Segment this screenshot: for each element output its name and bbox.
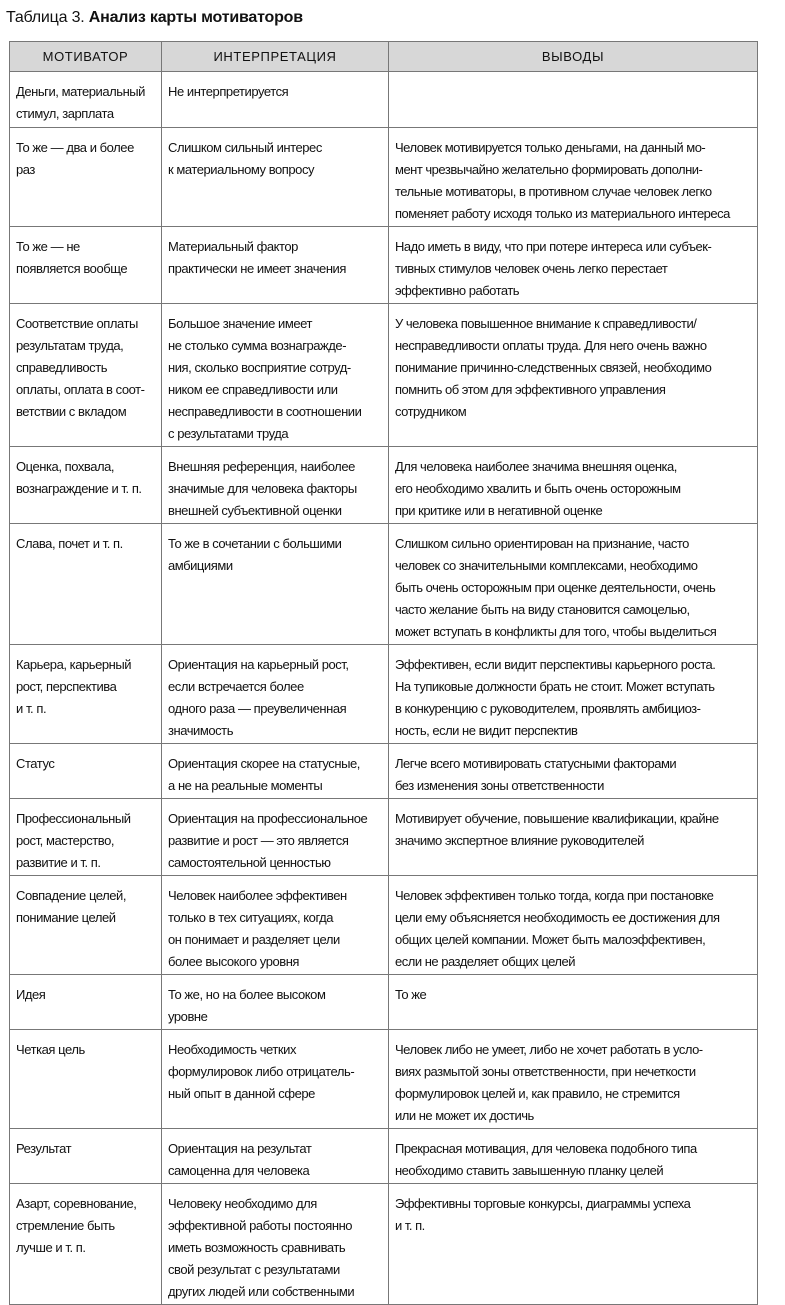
cell-conclusion: Человек эффективен только тогда, когда при постановке цели ему объясняется необходимость ее достижения для общих целей компании. Может быть малоэффективен, если не разделяет общих целей: [389, 876, 758, 975]
cell-motivator: То же — не появляется вообще: [10, 227, 162, 304]
table-row: [10, 1129, 758, 1184]
cell-interpretation: Ориентация на результат самоценна для человека: [162, 1129, 389, 1184]
header-interpretation: ИНТЕРПРЕТАЦИЯ: [162, 42, 389, 72]
table-row: [10, 447, 758, 524]
cell-conclusion: Человек либо не умеет, либо не хочет работать в усло- виях размытой зоны ответственности, при нечеткости формулировок целей и, как правило, не стремится или не может их достичь: [389, 1030, 758, 1129]
cell-interpretation: Не интерпретируется: [162, 72, 389, 128]
cell-conclusion: Мотивирует обучение, повышение квалификации, крайне значимо экспертное влияние руководителей: [389, 799, 758, 876]
cell-conclusion: Человек мотивируется только деньгами, на данный мо- мент чрезвычайно желательно формировать дополни- тельные мотиваторы, в противном случае человек легко поменяет работу исходя только из материального интереса: [389, 128, 758, 227]
table-row: [10, 876, 758, 975]
cell-conclusion: У человека повышенное внимание к справедливости/ несправедливости оплаты труда. Для него очень важно понимание причинно-следственных связей, необходимо помнить об этом для эффективного управления сотрудником: [389, 304, 758, 447]
cell-motivator: Соответствие оплаты результатам труда, справедливость оплаты, оплата в соот- ветствии с вкладом: [10, 304, 162, 447]
table-row: [10, 645, 758, 744]
header-motivator: МОТИВАТОР: [10, 42, 162, 72]
cell-motivator: Результат: [10, 1129, 162, 1184]
table-row: [10, 975, 758, 1030]
cell-interpretation: Человеку необходимо для эффективной работы постоянно иметь возможность сравнивать свой результат с результатами других людей или собственными: [162, 1184, 389, 1305]
cell-interpretation: То же, но на более высоком уровне: [162, 975, 389, 1030]
table-row: [10, 1184, 758, 1305]
cell-motivator: Четкая цель: [10, 1030, 162, 1129]
cell-motivator: Статус: [10, 744, 162, 799]
table-row: [10, 744, 758, 799]
cell-interpretation: Человек наиболее эффективен только в тех ситуациях, когда он понимает и разделяет цели более высокого уровня: [162, 876, 389, 975]
cell-interpretation: Слишком сильный интерес к материальному вопросу: [162, 128, 389, 227]
table-row: [10, 72, 758, 128]
cell-conclusion: Прекрасная мотивация, для человека подобного типа необходимо ставить завышенную планку целей: [389, 1129, 758, 1184]
table-row: [10, 524, 758, 645]
cell-conclusion: Слишком сильно ориентирован на признание, часто человек со значительными комплексами, необходимо быть очень осторожным при оценке деятельности, очень часто желание быть на виду становится самоцелью, может вступать в конфликты для того, чтобы выделиться: [389, 524, 758, 645]
cell-interpretation: Материальный фактор практически не имеет значения: [162, 227, 389, 304]
table-row: [10, 128, 758, 227]
cell-motivator: Совпадение целей, понимание целей: [10, 876, 162, 975]
cell-conclusion: То же: [389, 975, 758, 1030]
cell-interpretation: Необходимость четких формулировок либо отрицатель- ный опыт в данной сфере: [162, 1030, 389, 1129]
cell-motivator: Карьера, карьерный рост, перспектива и т. п.: [10, 645, 162, 744]
cell-motivator: Деньги, материальный стимул, зарплата: [10, 72, 162, 128]
cell-motivator: Оценка, похвала, вознаграждение и т. п.: [10, 447, 162, 524]
motivators-table: [9, 41, 758, 1305]
cell-conclusion: Легче всего мотивировать статусными факторами без изменения зоны ответственности: [389, 744, 758, 799]
cell-conclusion: Эффективны торговые конкурсы, диаграммы успеха и т. п.: [389, 1184, 758, 1305]
table-row: [10, 227, 758, 304]
cell-motivator: Азарт, соревнование, стремление быть лучше и т. п.: [10, 1184, 162, 1305]
caption-title: Анализ карты мотиваторов: [88, 9, 303, 26]
cell-motivator: То же — два и более раз: [10, 128, 162, 227]
cell-motivator: Слава, почет и т. п.: [10, 524, 162, 645]
cell-interpretation: Ориентация скорее на статусные, а не на реальные моменты: [162, 744, 389, 799]
cell-conclusion: Для человека наиболее значима внешняя оценка, его необходимо хвалить и быть очень осторожным при критике или в негативной оценке: [389, 447, 758, 524]
cell-motivator: Идея: [10, 975, 162, 1030]
table-caption: [6, 4, 303, 34]
header-conclusions: ВЫВОДЫ: [389, 42, 758, 72]
cell-interpretation: Ориентация на карьерный рост, если встречается более одного раза — преувеличенная значимость: [162, 645, 389, 744]
cell-conclusion: Эффективен, если видит перспективы карьерного роста. На тупиковые должности брать не стоит. Может вступать в конкуренцию с руководителем, проявлять амбициоз- ность, если не видит перспектив: [389, 645, 758, 744]
cell-motivator: Профессиональный рост, мастерство, развитие и т. п.: [10, 799, 162, 876]
cell-conclusion: Надо иметь в виду, что при потере интереса или субъек- тивных стимулов человек очень легко перестает эффективно работать: [389, 227, 758, 304]
cell-interpretation: То же в сочетании с большими амбициями: [162, 524, 389, 645]
cell-interpretation: Большое значение имеет не столько сумма вознагражде- ния, сколько восприятие сотруд- ником ее справедливости или несправедливости в соотношении с результатами труда: [162, 304, 389, 447]
cell-interpretation: Внешняя референция, наиболее значимые для человека факторы внешней субъективной оценки: [162, 447, 389, 524]
cell-conclusion: [389, 72, 758, 128]
table-row: [10, 1030, 758, 1129]
table-header-row: [10, 42, 758, 72]
cell-interpretation: Ориентация на профессиональное развитие и рост — это является самостоятельной ценностью: [162, 799, 389, 876]
table-row: [10, 304, 758, 447]
caption-prefix: Таблица 3.: [6, 9, 89, 26]
table-row: [10, 799, 758, 876]
